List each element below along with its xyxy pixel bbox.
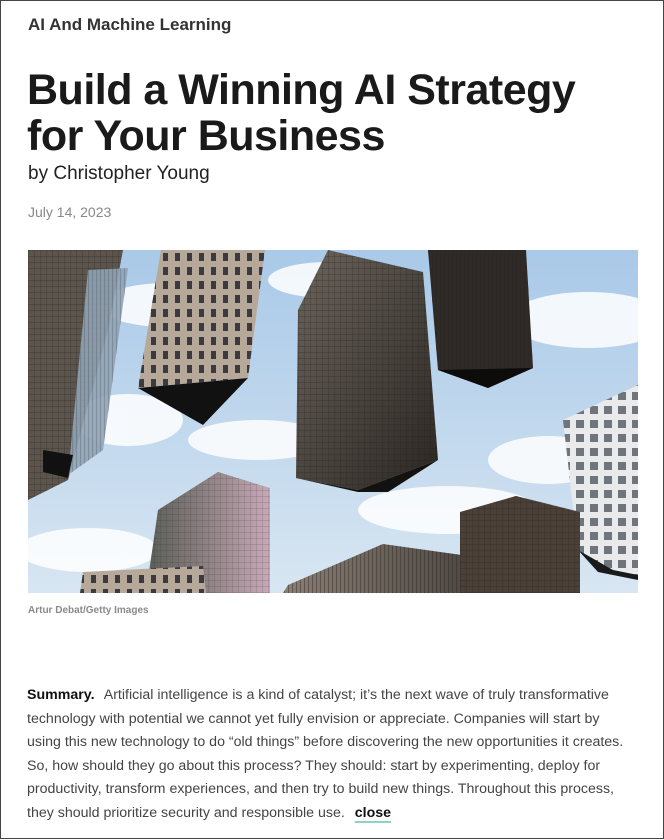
floating-skyscrapers-photo [28, 250, 638, 593]
article-title: Build a Winning AI Strategy for Your Business [27, 66, 576, 160]
article-page [1, 1, 664, 840]
close-summary-link[interactable]: close [354, 804, 392, 821]
summary-paragraph [27, 684, 627, 825]
image-credit: Artur Debat/Getty Images [28, 605, 149, 616]
summary-label: Summary. [27, 687, 95, 703]
article-date: July 14, 2023 [28, 204, 112, 220]
topic-link[interactable]: AI And Machine Learning [28, 15, 232, 34]
hero-image [28, 250, 638, 593]
article-byline: by Christopher Young [28, 163, 210, 184]
summary-text: Artificial intelligence is a kind of catalyst; it’s the next wave of truly transformative technology with potential we cannot yet fully envision or appreciate. Companies will start by using this new technology to do “old things” before discovering the new opportunities it creates. So, how should they go about this process? They should: start by experimenting, deploy for productivity, transform experiences, and then try to build new things. Throughout this process, they should prioritize security and responsible use. [27, 687, 624, 821]
